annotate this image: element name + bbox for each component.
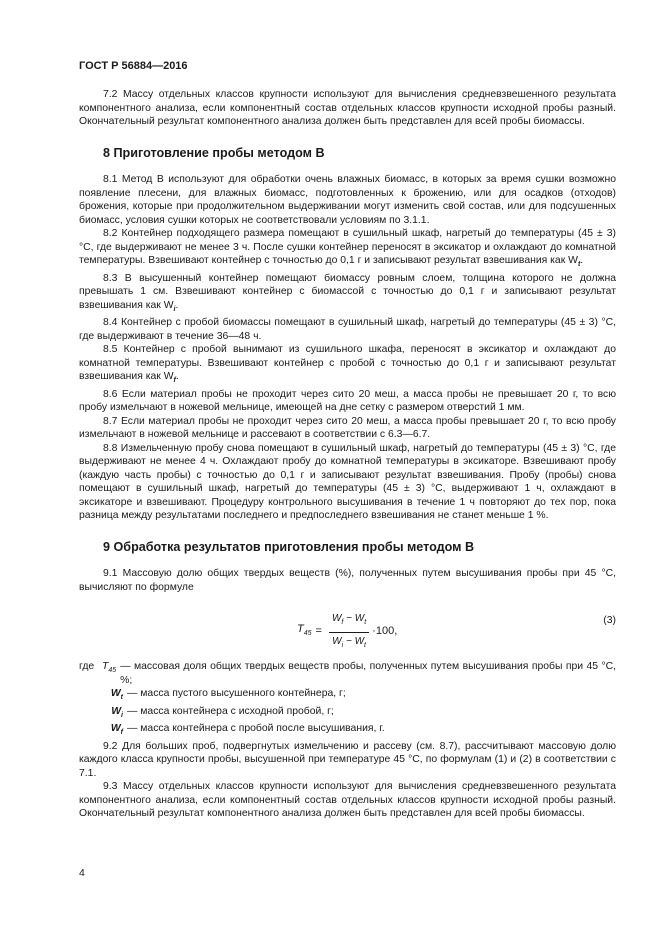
denominator-sub-1: i xyxy=(341,641,344,649)
symbol-sub: t xyxy=(120,694,123,702)
definition-row xyxy=(79,687,616,705)
paragraph-8-7: 8.7 Если материал пробы не проходит через сито 20 меш, а масса пробы превышает 20 г, то всю пробу измельчают в ножевой мельнице и рассевают в соответствии с 6.3—6.7. xyxy=(79,415,616,441)
where-label: где xyxy=(79,661,95,673)
paragraph-9-2: 9.2 Для больших проб, подвергнутых измельчению и рассеву (см. 8.7), рассчитывают массовую долю каждого класса крупности пробы, высушенной при температуре 45 °С, по формулам (1) и (2) в соответствии с 7.1. xyxy=(79,740,616,779)
formula-3 xyxy=(79,600,616,650)
formula-lhs-sub: 45 xyxy=(303,630,312,638)
symbol-letter: W xyxy=(110,723,121,735)
formula-fraction xyxy=(329,612,369,652)
paragraph-9-3: 9.3 Массу отдельных классов крупности используют для вычисления средневзвешенного результата компонентного анализа, если компонентный состав отдельных классов крупности исходной пробы разный. Окончательный результат компонентного анализа должен быть представлен для всей пробы биомассы. xyxy=(79,781,616,820)
numerator-sub-1: f xyxy=(341,619,344,627)
formula-number: (3) xyxy=(603,615,616,627)
formula-expression xyxy=(297,612,397,652)
formula-tail: ·100, xyxy=(372,625,398,638)
symbol-letter: W xyxy=(111,705,122,717)
paragraph-8-2 xyxy=(79,227,616,272)
definition-text: — масса контейнера с пробой после высушивания, г. xyxy=(127,723,385,735)
definition-row xyxy=(79,660,616,687)
definition-text: — массовая доля общих твердых веществ пробы, полученных путем высушивания пробы при 45 °С, %; xyxy=(120,661,616,686)
formula-equals: = xyxy=(315,625,322,638)
subscript: i xyxy=(173,305,176,313)
paragraph-8-5-text: 8.5 Контейнер с пробой вынимают из сушильного шкафа, переносят в эксикатор и охлаждают до комнатной температуры. Взвешивают контейнер с пробой с точностью до 0,1 г и записывают результат взвешивания как W xyxy=(79,344,616,383)
paragraph-8-4: 8.4 Контейнер с пробой биомассы помещают в сушильный шкаф, нагретый до температуры (45 ± 3) °С, где выдерживают в течение 36—48 ч. xyxy=(79,317,616,342)
formula-numerator xyxy=(329,612,369,633)
denominator-sub-2: t xyxy=(364,641,366,649)
subscript: f xyxy=(173,377,176,385)
document-body xyxy=(79,88,616,821)
symbol-sub: f xyxy=(120,729,123,737)
symbol-letter: W xyxy=(110,688,121,700)
paragraph-8-1: 8.1 Метод В используют для обработки очень влажных биомасс, в которых за время сушки возможно появление плесени, для влажных биомасс, подготовленных к брожению, или для осадков (отходов) брожения, которые при продолжительном выдерживании могут изменить свой состав, или для подсушенных биомасс, условия сушки которых не соответствовали условиям по 3.1.1. xyxy=(79,174,616,226)
numerator-w: W xyxy=(331,613,342,625)
denominator-minus: − W xyxy=(343,635,365,647)
definition-text: — масса пустого высушенного контейнера, г; xyxy=(127,688,346,700)
paragraph-end: . xyxy=(175,371,179,383)
paragraph-8-2-text: 8.2 Контейнер подходящего размера помещают в сушильный шкаф, нагретый до температуры (45 ± 3) °С, где выдерживают не менее 3 ч. После сушки контейнер переносят в эксикатор и охлаждают до комнатной температуры. Взвешивают контейнер с точностью до 0,1 г и записывают результат взвешивания как W xyxy=(79,228,616,266)
denominator-w: W xyxy=(332,635,342,647)
numerator-minus: − W xyxy=(343,613,365,625)
paragraph-8-8: 8.8 Измельченную пробу снова помещают в сушильный шкаф, нагретый до температуры (45 ± 3) °С, где выдерживают не менее 4 ч. Охлаждают пробу до комнатной температуры в эксикаторе. Взвешивают пробу (каждую часть пробы) с точностью до 0,1 г и записывают результат взвешивания. Пробу (пробы) снова помещают в сушильный шкаф, нагретый до температуры (45 ± 3) °С, выдерживают 1 ч, охлаждают в эксикаторе и взвешивают. Процедуру контрольного высушивания в течение 1 ч повторяют до тех пор, пока разница между результатами последнего и предпоследнего взвешивания не станет меньше 1 %. xyxy=(79,442,616,522)
formula-lhs-symbol: T xyxy=(297,623,304,636)
paragraph-end: . xyxy=(175,299,179,311)
symbol-letter: T xyxy=(102,661,109,673)
definition-row xyxy=(79,722,616,740)
document-header: ГОСТ Р 56884—2016 xyxy=(79,60,188,72)
definitions-list xyxy=(79,660,616,740)
section-8-title: 8 Приготовление пробы методом В xyxy=(103,145,325,160)
paragraph-8-3 xyxy=(79,272,616,317)
symbol-sub: 45 xyxy=(108,667,117,675)
paragraph-7-2: 7.2 Массу отдельных классов крупности используют для вычисления средневзвешенного результата компонентного анализа, если компонентный состав отдельных классов крупности исходной пробы разный. Окончательный результат компонентного анализа должен быть представлен для всей пробы биомассы. xyxy=(79,89,616,127)
paragraph-9-1: 9.1 Массовую долю общих твердых веществ (%), полученных путем высушивания пробы при 45 °С, вычисляют по формуле xyxy=(79,568,616,593)
paragraph-end: . xyxy=(580,255,584,266)
formula-lhs xyxy=(297,623,312,641)
page-number: 4 xyxy=(79,868,85,879)
definition-symbol xyxy=(79,722,127,740)
definition-symbol xyxy=(79,687,127,705)
definition-symbol xyxy=(98,660,120,687)
formula-denominator xyxy=(329,633,369,653)
paragraph-8-3-text: 8.3 В высушенный контейнер помещают биомассу ровным слоем, толщина которого не должна превышать 1 см. Взвешивают контейнер с биомассой с точностью до 0,1 г и записывают результат взвешивания как W xyxy=(79,272,616,311)
definition-symbol xyxy=(79,705,127,723)
numerator-sub-2: t xyxy=(364,619,367,627)
definition-row xyxy=(79,705,616,723)
paragraph-8-6: 8.6 Если материал пробы не проходит через сито 20 меш, а масса пробы не превышает 20 г, то всю пробу измельчают в ножевой мельнице, имеющей на дне сетку с размером отверстий 1 мм. xyxy=(79,388,616,414)
definition-text: — масса контейнера с исходной пробой, г; xyxy=(127,705,334,717)
section-9-title: 9 Обработка результатов приготовления пробы методом В xyxy=(103,539,475,554)
subscript: t xyxy=(577,261,581,269)
paragraph-8-5 xyxy=(79,343,616,388)
symbol-sub: i xyxy=(121,711,123,719)
